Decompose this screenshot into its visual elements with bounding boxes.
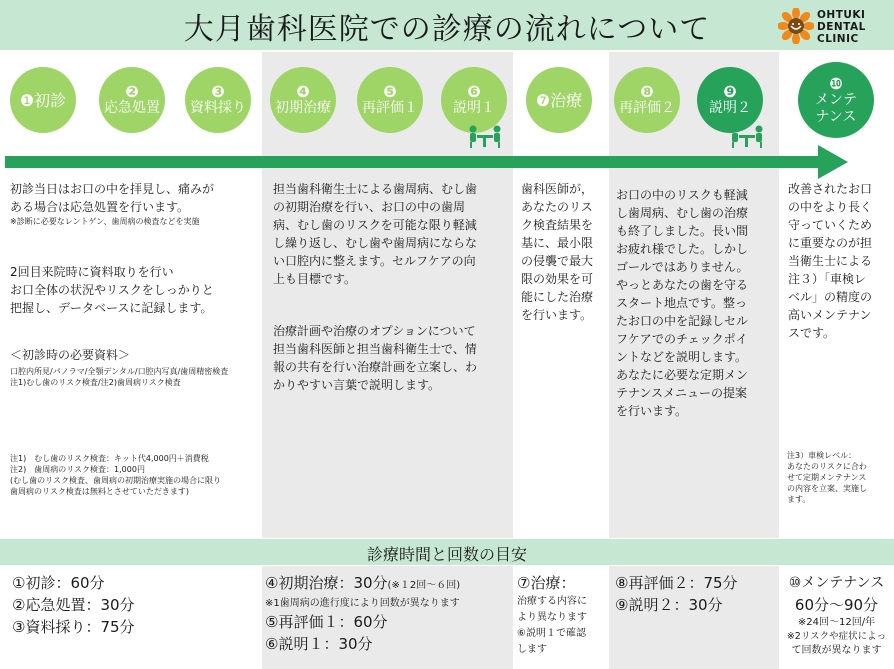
step-6-number: ❻: [467, 82, 481, 101]
col3-treatment: 歯科医師が， あなたのリス ク検査結果を 基に、最小限 の侵襲で最大 限の効果を可 能にした治療 を行います。: [521, 182, 594, 322]
page-title: 大月歯科医院での診療の流れについて: [183, 12, 711, 47]
logo-text-1: OHTUKI: [817, 9, 866, 21]
step-2-number: ❷: [125, 82, 139, 101]
col1-required-title: ＜初診時の必要資料＞: [10, 348, 131, 362]
col1-second-visit: 2回目来院時に資料取りを行い お口全体の状況やリスクをしっかりと 把握し、データベースに記録します。: [10, 265, 214, 315]
step-4-label: 初期治療: [275, 100, 331, 116]
timeline-arrow-head-icon: [818, 145, 848, 179]
step-1-label: ❶初診: [19, 90, 67, 110]
logo-text-3: CLINIC: [817, 33, 859, 45]
consultation-table-icon: [466, 124, 504, 150]
schedule-col-5: ⑩メンテナンス 60分〜90分 ※24回〜12回/年 ※2リスクや症状によっ て回数が異なります: [786, 575, 887, 656]
col4-reevaluation: お口の中のリスクも軽減 し歯周病、むし歯の治療 も終了しました。長い間 お疲れ様でした。しかし ゴールではありません。 やっとあなたの歯を守る スタート地点です。整っ たお口の中を記録しセル フケアでのチェックポイ ントなどを説明します。 あなたに必要な定期メン テナンスメニューの提案 を行います。: [616, 188, 749, 418]
step-2-label: 応急処置: [104, 100, 160, 116]
col5-note: 注3）車検レベル： あなたのリスクに合わ せて定期メンテナンス の内容を立案、実施し ます。: [787, 451, 867, 504]
sunflower-logo-icon: [778, 8, 814, 44]
step-10-label: メンテ: [815, 91, 857, 108]
step-3-label: 資料採り: [190, 100, 246, 116]
step-8-number: ❽: [640, 82, 654, 101]
step-5-label: 再評価１: [362, 100, 418, 116]
col2-initial-treatment: 担当歯科衛生士による歯周病、むし歯 の初期治療を行い、お口の中の歯周 病、むし歯のリスクを可能な限り軽減 し繰り返し、むし歯や歯周病にならな い口腔内に整えます。セルフケアの向 上も目標です。: [273, 182, 478, 286]
step-2-circle: [99, 67, 165, 133]
schedule-col-1: ①初診：60分 ②応急処置：30分 ③資料採り：75分: [12, 574, 135, 636]
step-10-label-2: ナンス: [815, 108, 857, 125]
step-3-number: ❸: [211, 82, 225, 101]
step-7-label: ❼治療: [535, 90, 583, 110]
step-4-circle: [270, 67, 336, 133]
schedule-col-4: ⑧再評価２：75分 ⑨説明２：30分: [615, 574, 738, 614]
step-10-circle: [798, 62, 874, 138]
col1-intro-note: ※診断に必要なレントゲン、歯周病の検査などを実施: [10, 217, 200, 226]
col1-required-list: 口腔内所見/パノラマ/全顎デンタル/口腔内写真/歯周精密検査 注1)むし歯のリスク検査/注2)歯周病リスク検査: [10, 367, 229, 387]
step-4-number: ❹: [296, 82, 310, 101]
step-6-label: 説明１: [453, 100, 495, 116]
schedule-col-2: ④初期治療：30分(※１2回〜６回) ※1歯周病の進行度により回数が異なります ⑤再評価１：60分 ⑥説明１：30分: [265, 574, 461, 653]
step-1-circle: [10, 67, 76, 133]
logo-text-2: DENTAL: [817, 21, 866, 33]
schedule-col-3: ⑦治療： 治療する内容に より異なります ⑥説明１で確認 します: [517, 574, 587, 655]
col5-maintenance: 改善されたお口 の中をより長く 守っていくため に重要なのが担 当衛生士による 注３）「車検レ ベル」の精度の 高いメンテナン スです。: [788, 182, 873, 340]
step-5-circle: [357, 67, 423, 133]
step-9-label: 説明２: [709, 100, 751, 116]
step-10-number: ❿: [829, 73, 843, 93]
schedule-title: 診療時間と回数の目安: [366, 545, 527, 564]
consultation-table-icon: [728, 124, 766, 150]
step-5-number: ❺: [383, 82, 397, 101]
step-8-label: 再評価２: [619, 100, 675, 116]
col1-notes: 注1) むし歯のリスク検査：キット代4,000円＋消費税 注2) 歯周病のリスク検査：1,000円 (むし歯のリスク検査、歯周病の初期治療実施の場合に限り 歯周病のリスク検査は無料とさせていただきます): [10, 454, 221, 496]
step-3-circle: [185, 67, 251, 133]
step-8-circle: [614, 67, 680, 133]
col2-treatment-plan: 治療計画や治療のオプションについて 担当歯科医師と担当歯科衛生士で、情 報の共有を行い治療計画を立案し、わ かりやすい言葉で説明します。: [273, 324, 478, 392]
col1-intro: 初診当日はお口の中を拝見し、痛みが ある場合は応急処置を行います。: [10, 182, 215, 214]
timeline-arrow-shaft: [5, 156, 825, 168]
step-7-circle: [526, 67, 592, 133]
step-9-number: ❾: [723, 82, 737, 101]
